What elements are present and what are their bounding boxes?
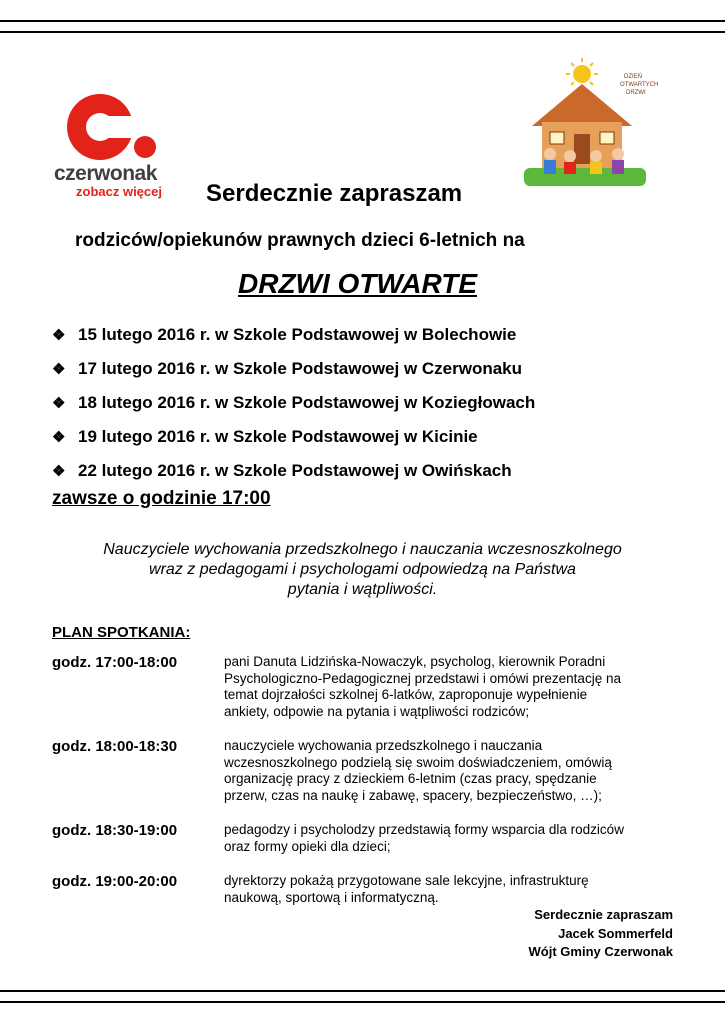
czerwonak-logo bbox=[54, 92, 188, 204]
dates-list bbox=[52, 318, 535, 488]
date-text: 17 lutego 2016 r. w Szkole Podstawowej w Czerwonaku bbox=[78, 359, 523, 378]
signature-line-2: Jacek Sommerfeld bbox=[558, 925, 673, 941]
plan-line: przerw, czas na naukę i zabawę, spacery, bezpieczeństwo, …); bbox=[224, 787, 602, 803]
plan-description bbox=[224, 654, 664, 720]
plan-line: temat dojrzałości szkolnej 6-latków, zaproponuje wypełnienie bbox=[224, 687, 588, 702]
diamond-bullet-icon: ❖ bbox=[52, 395, 66, 412]
date-text: 15 lutego 2016 r. w Szkole Podstawowej w Bolechowie bbox=[78, 325, 517, 344]
diamond-bullet-icon: ❖ bbox=[52, 361, 66, 378]
plan-description bbox=[224, 738, 664, 804]
list-item bbox=[52, 386, 535, 420]
list-item bbox=[52, 352, 535, 386]
logo-c-icon bbox=[54, 92, 164, 164]
list-item bbox=[52, 454, 535, 488]
header-line-1: Serdecznie zapraszam bbox=[206, 180, 463, 207]
bottom-rule-inner bbox=[0, 1001, 725, 1003]
plan-line: wczesnoszkolnego podzielą się swoim doświadczeniem, omówią bbox=[224, 754, 612, 770]
diamond-bullet-icon: ❖ bbox=[52, 327, 66, 344]
bottom-rule bbox=[0, 990, 725, 992]
plan-line: oraz formy opieki dla dzieci; bbox=[224, 838, 391, 854]
intro-line: Nauczyciele wychowania przedszkolnego i nauczania wczesnoszkolnego bbox=[103, 541, 622, 558]
date-text: 19 lutego 2016 r. w Szkole Podstawowej w Kicinie bbox=[78, 427, 478, 446]
intro-paragraph bbox=[40, 540, 685, 600]
header-line-2: rodziców/opiekunów prawnych dzieci 6-letnich na bbox=[75, 230, 525, 251]
time-note: zawsze o godzinie 17:00 bbox=[52, 488, 271, 509]
plan-line: pani Danuta Lidzińska-Nowaczyk, psycholog, kierownik Poradni bbox=[224, 654, 606, 669]
badge-text-1: DZIEŃ bbox=[624, 74, 642, 80]
list-item bbox=[52, 420, 535, 454]
signature bbox=[529, 906, 673, 962]
signature-line-1: Serdecznie zapraszam bbox=[534, 907, 673, 922]
top-rule-inner bbox=[0, 31, 725, 33]
badge-text-2: OTWARTYCH bbox=[620, 82, 659, 88]
plan-line: naukową, sportową i informatyczną. bbox=[224, 889, 439, 905]
diamond-bullet-icon: ❖ bbox=[52, 429, 66, 446]
plan-description bbox=[224, 822, 664, 855]
plan-time: godz. 19:00-20:00 bbox=[52, 873, 178, 890]
plan-line: pedagodzy i psycholodzy przedstawią formy wsparcia dla rodziców bbox=[224, 822, 624, 837]
diamond-bullet-icon: ❖ bbox=[52, 463, 66, 480]
logo-tagline: zobacz więcej bbox=[76, 184, 162, 199]
intro-line: pytania i wątpliwości. bbox=[287, 581, 438, 598]
date-text: 22 lutego 2016 r. w Szkole Podstawowej w Owińskach bbox=[78, 461, 512, 480]
open-day-house-icon bbox=[524, 56, 659, 186]
plan-description bbox=[224, 873, 664, 906]
badge-text-3: DRZWI bbox=[626, 90, 646, 96]
top-rule bbox=[0, 20, 725, 22]
plan-heading: PLAN SPOTKANIA: bbox=[52, 624, 191, 641]
plan-time: godz. 18:30-19:00 bbox=[52, 822, 178, 839]
plan-line: organizację pracy z dzieckiem 6-letnim (czas pracy, spędzanie bbox=[224, 771, 597, 786]
plan-line: nauczyciele wychowania przedszkolnego i nauczania bbox=[224, 738, 543, 753]
plan-time: godz. 18:00-18:30 bbox=[52, 738, 178, 755]
plan-time: godz. 17:00-18:00 bbox=[52, 654, 178, 671]
logo-word: czerwonak bbox=[54, 162, 157, 185]
plan-line: dyrektorzy pokażą przygotowane sale lekcyjne, infrastrukturę bbox=[224, 873, 589, 888]
plan-line: ankiety, odpowie na pytania i wątpliwości rodziców; bbox=[224, 703, 530, 719]
list-item bbox=[52, 318, 535, 352]
intro-line: wraz z pedagogami i psychologami odpowiedzą na Państwa bbox=[149, 561, 576, 578]
plan-line: Psychologiczno-Pedagogicznej przedstawi i omówi prezentację na bbox=[224, 670, 621, 686]
signature-line-3: Wójt Gminy Czerwonak bbox=[528, 944, 673, 959]
header-title: DRZWI OTWARTE bbox=[238, 268, 478, 299]
date-text: 18 lutego 2016 r. w Szkole Podstawowej w Koziegłowach bbox=[78, 393, 536, 412]
